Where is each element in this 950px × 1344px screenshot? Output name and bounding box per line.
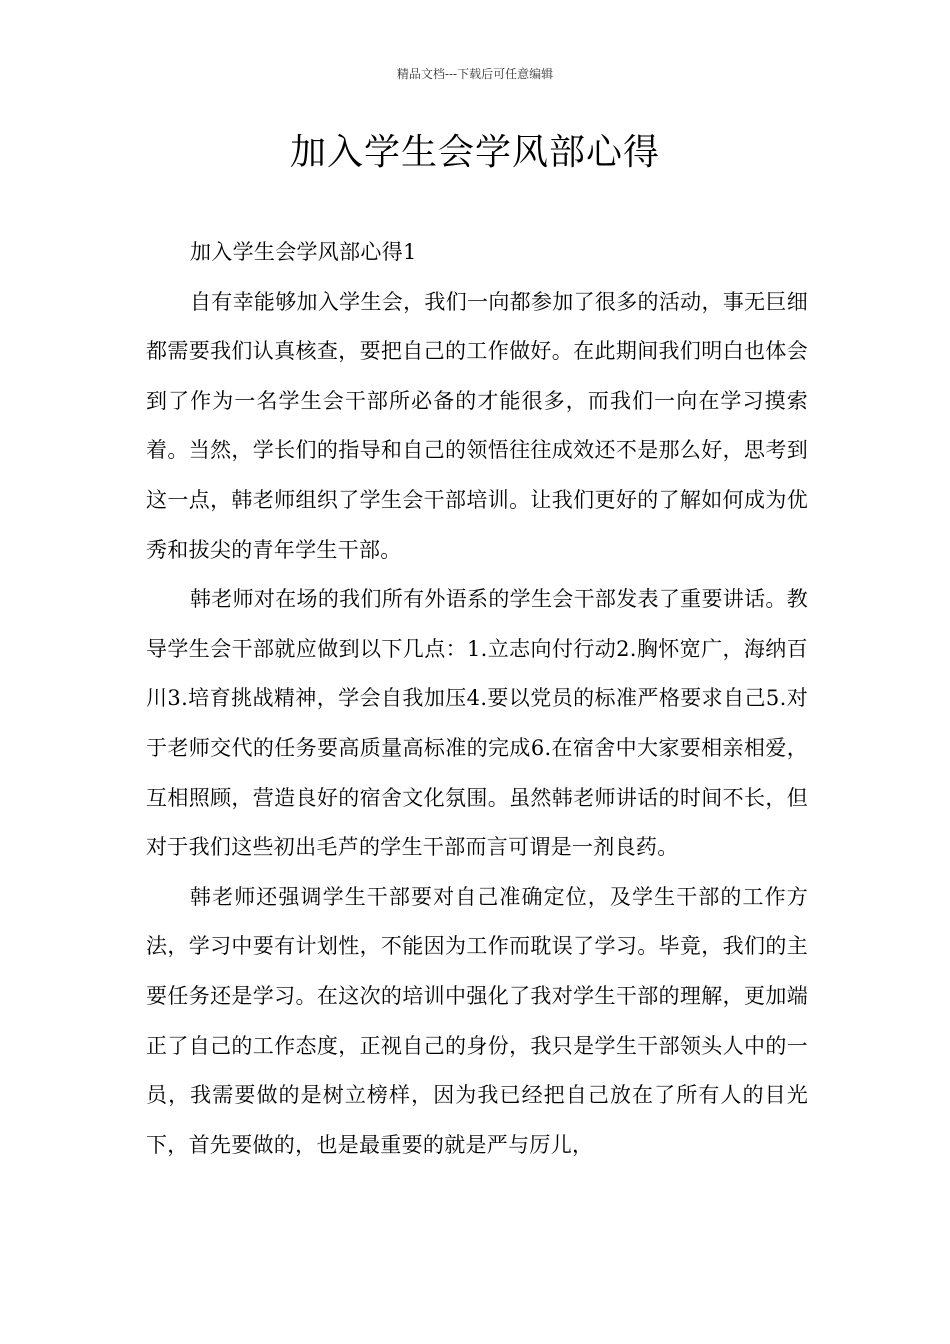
paragraph-1: 自有幸能够加入学生会，我们一向都参加了很多的活动，事无巨细都需要我们认真核查，要把自己的工作做好。在此期间我们明白也体会到了作为一名学生会干部所必备的才能很多，而我们一向在学习摸索着。当然，学长们的指导和自己的领悟往往成效还不是那么好，思考到这一点，韩老师组织了学生会干部培训。让我们更好的了解如何成为优秀和拔尖的青年学生干部。 <box>146 289 808 562</box>
section-subheading: 加入学生会学风部心得1 <box>190 240 417 264</box>
paragraph-3: 韩老师还强调学生干部要对自己准确定位，及学生干部的工作方法，学习中要有计划性，不能因为工作而耽误了学习。毕竟，我们的主要任务还是学习。在这次的培训中强化了我对学生干部的理解，更加端正了自己的工作态度，正视自己的身份，我只是学生干部领头人中的一员，我需要做的是树立榜样，因为我已经把自己放在了所有人的目光下，首先要做的，也是最重要的就是严与厉儿， <box>146 884 808 1157</box>
document-title: 加入学生会学风部心得 <box>289 132 660 173</box>
document-body <box>146 228 808 1170</box>
header-note: 精品文档---下载后可任意编辑 <box>396 67 554 81</box>
paragraph-2: 韩老师对在场的我们所有外语系的学生会干部发表了重要讲话。教导学生会干部就应做到以下几点：1.立志向付行动2.胸怀宽广，海纳百川3.培育挑战精神，学会自我加压4.要以党员的标准严格要求自己5.对于老师交代的任务要高质量高标准的完成6.在宿舍中大家要相亲相爱，互相照顾，营造良好的宿舍文化氛围。虽然韩老师讲话的时间不长，但对于我们这些初出毛芦的学生干部而言可谓是一剂良药。 <box>146 587 808 860</box>
